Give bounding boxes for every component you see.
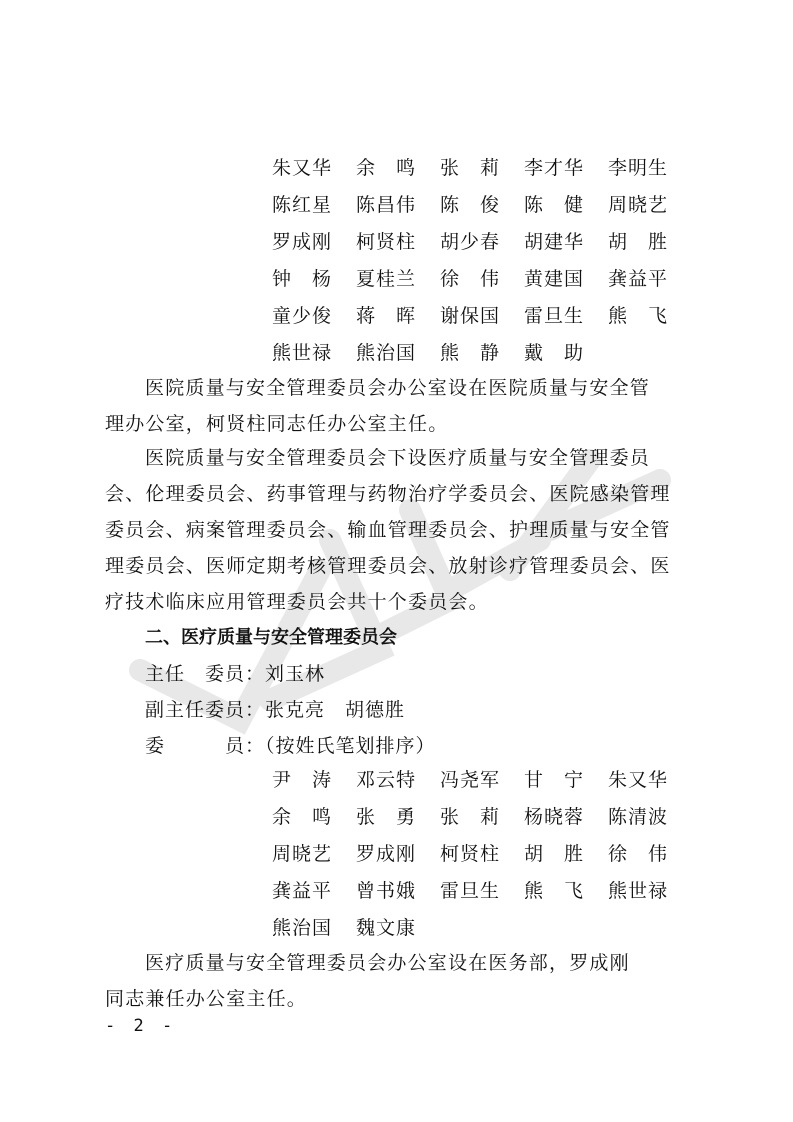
member-name: 陈清波 — [608, 806, 669, 828]
paragraph-line: 会、伦理委员会、药事管理与药物治疗学委员会、医院感染管理 — [105, 483, 671, 505]
member-name: 陈 俊 — [440, 194, 501, 216]
member-name: 雷旦生 — [524, 305, 585, 327]
member-name: 周晓艺 — [272, 843, 333, 865]
member-name: 邓云特 — [356, 769, 417, 791]
paragraph-line: 医疗质量与安全管理委员会办公室设在医务部，罗成刚 — [145, 952, 630, 974]
member-name: 熊 飞 — [524, 880, 585, 902]
member-name: 朱又华 — [272, 157, 333, 179]
member-name: 冯尧军 — [440, 769, 501, 791]
member-name: 尹 涛 — [272, 769, 333, 791]
member-name: 李才华 — [524, 157, 585, 179]
member-list-bottom — [272, 762, 692, 947]
member-name: 钟 杨 — [272, 268, 333, 290]
member-list-top — [272, 150, 692, 372]
office-note-paragraph — [105, 945, 705, 1017]
member-name: 柯贤柱 — [440, 843, 501, 865]
office-paragraph — [105, 370, 705, 442]
member-name: 戴 助 — [524, 342, 585, 364]
member-name: 熊世禄 — [272, 342, 333, 364]
member-name: 蒋 晖 — [356, 305, 417, 327]
member-name: 柯贤柱 — [356, 231, 417, 253]
member-name: 张 勇 — [356, 806, 417, 828]
member-name: 胡少春 — [440, 231, 501, 253]
member-name: 陈昌伟 — [356, 194, 417, 216]
member-name: 魏文康 — [356, 917, 417, 939]
paragraph-line: 委员会、病案管理委员会、输血管理委员会、护理质量与安全管 — [105, 519, 671, 541]
paragraph-line: 理委员会、医师定期考核管理委员会、放射诊疗管理委员会、医 — [105, 555, 671, 577]
member-name: 胡 胜 — [524, 843, 585, 865]
members-label: 委 员：（按姓氏笔划排序） — [145, 735, 436, 757]
member-name: 张 莉 — [440, 806, 501, 828]
committees-paragraph — [105, 440, 705, 620]
member-name: 熊 静 — [440, 342, 501, 364]
page-number: - 2 - — [105, 1016, 177, 1036]
member-name: 龚益平 — [272, 880, 333, 902]
vice-director-line: 副主任委员：张克亮 胡德胜 — [145, 699, 406, 721]
paragraph-line: 疗技术临床应用管理委员会共十个委员会。 — [105, 591, 489, 613]
paragraph-line: 医院质量与安全管理委员会办公室设在医院质量与安全管 — [145, 377, 651, 399]
member-name: 陈 健 — [524, 194, 585, 216]
member-name: 徐 伟 — [440, 268, 501, 290]
paragraph-line: 同志兼任办公室主任。 — [105, 988, 308, 1010]
member-name: 朱又华 — [608, 769, 669, 791]
member-name: 黄建国 — [524, 268, 585, 290]
member-name: 曾书娥 — [356, 880, 417, 902]
member-name: 胡 胜 — [608, 231, 669, 253]
member-name: 熊治国 — [272, 917, 333, 939]
member-name: 童少俊 — [272, 305, 333, 327]
member-name: 胡建华 — [524, 231, 585, 253]
director-line: 主任 委员：刘玉林 — [145, 663, 326, 685]
section-heading: 二、医疗质量与安全管理委员会 — [145, 627, 397, 648]
member-name: 杨晓蓉 — [524, 806, 585, 828]
member-name: 熊治国 — [356, 342, 417, 364]
member-name: 张 莉 — [440, 157, 501, 179]
member-name: 夏桂兰 — [356, 268, 417, 290]
paragraph-line: 理办公室，柯贤柱同志任办公室主任。 — [105, 413, 449, 435]
member-name: 陈红星 — [272, 194, 333, 216]
member-name: 雷旦生 — [440, 880, 501, 902]
paragraph-line: 医院质量与安全管理委员会下设医疗质量与安全管理委员 — [145, 447, 651, 469]
member-name: 余 鸣 — [356, 157, 417, 179]
member-name: 熊世禄 — [608, 880, 669, 902]
member-name: 甘 宁 — [524, 769, 585, 791]
member-name: 周晓艺 — [608, 194, 669, 216]
member-name: 罗成刚 — [356, 843, 417, 865]
member-name: 李明生 — [608, 157, 669, 179]
member-name: 谢保国 — [440, 305, 501, 327]
member-name: 徐 伟 — [608, 843, 669, 865]
member-name: 龚益平 — [608, 268, 669, 290]
member-name: 熊 飞 — [608, 305, 669, 327]
member-name: 罗成刚 — [272, 231, 333, 253]
member-name: 余 鸣 — [272, 806, 333, 828]
